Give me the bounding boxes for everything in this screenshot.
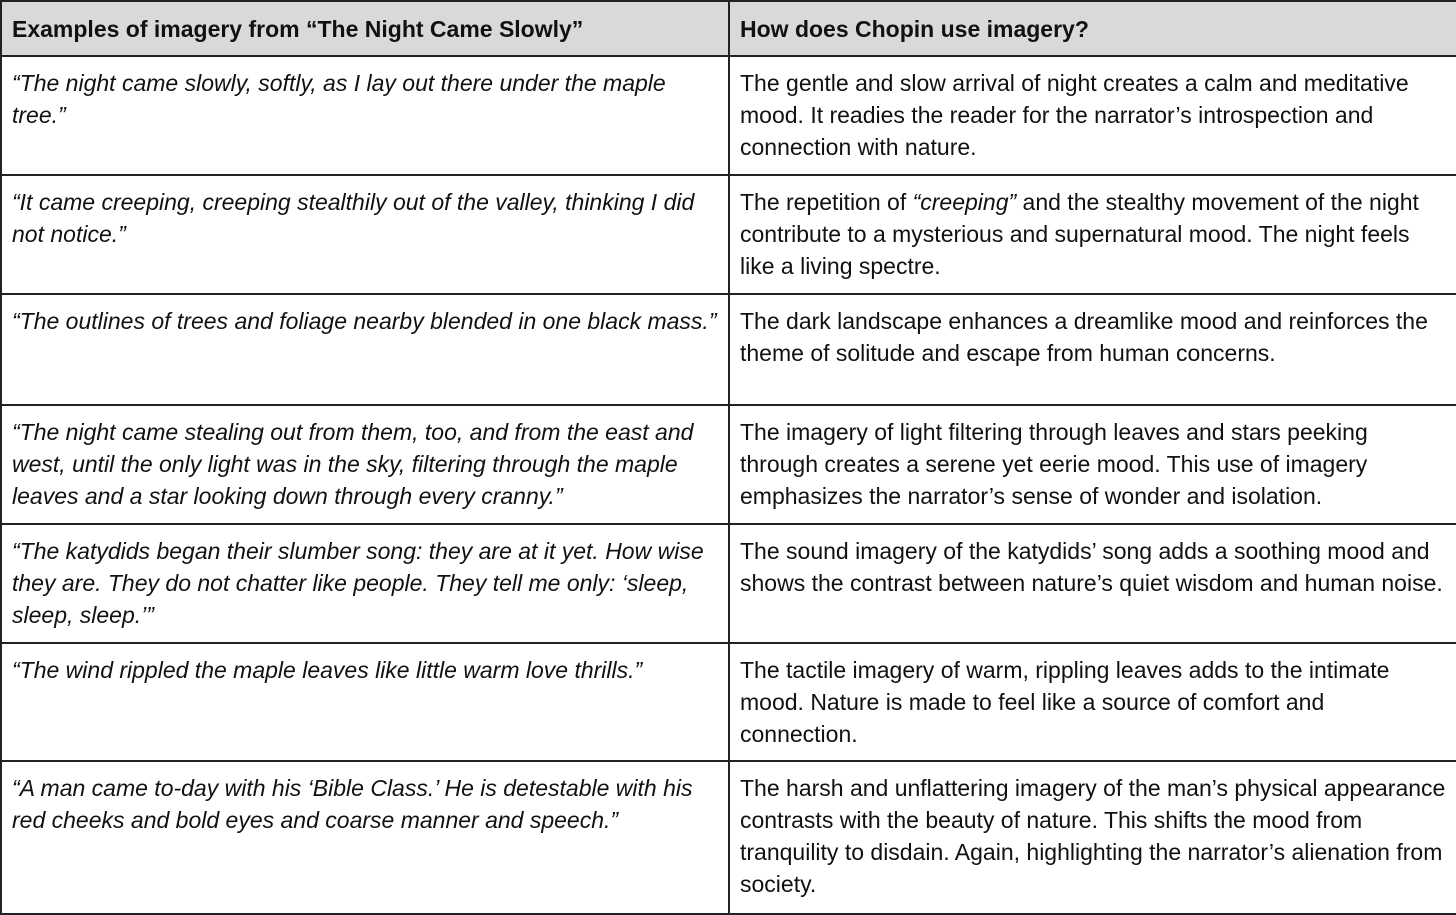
analysis-text: and the stealthy movement of the night contribute to a mysterious and supernatural mood. The night feels like a living spectre. [740, 189, 1419, 279]
analysis-cell: The gentle and slow arrival of night creates a calm and meditative mood. It readies the reader for the narrator’s introspection and connection with nature. [729, 56, 1456, 175]
table-row [1, 175, 1456, 294]
analysis-cell [729, 175, 1456, 294]
analysis-cell: The sound imagery of the katydids’ song adds a soothing mood and shows the contrast between nature’s quiet wisdom and human noise. [729, 524, 1456, 643]
table-row [1, 56, 1456, 175]
table-row [1, 643, 1456, 761]
emphasized-word: “creeping” [912, 189, 1017, 215]
column-header-examples: Examples of imagery from “The Night Came Slowly” [1, 1, 729, 56]
table-row [1, 761, 1456, 914]
analysis-cell: The dark landscape enhances a dreamlike mood and reinforces the theme of solitude and escape from human concerns. [729, 294, 1456, 405]
quote-cell: “The night came stealing out from them, too, and from the east and west, until the only light was in the sky, filtering through the maple leaves and a star looking down through every cranny.” [1, 405, 729, 524]
quote-cell: “The night came slowly, softly, as I lay out there under the maple tree.” [1, 56, 729, 175]
analysis-cell: The tactile imagery of warm, rippling leaves adds to the intimate mood. Nature is made to feel like a source of comfort and connection. [729, 643, 1456, 761]
quote-cell: “The outlines of trees and foliage nearby blended in one black mass.” [1, 294, 729, 405]
table-row [1, 524, 1456, 643]
table-row [1, 405, 1456, 524]
header-row [1, 1, 1456, 56]
quote-cell: “The katydids began their slumber song: they are at it yet. How wise they are. They do not chatter like people. They tell me only: ‘sleep, sleep, sleep.’” [1, 524, 729, 643]
column-header-analysis: How does Chopin use imagery? [729, 1, 1456, 56]
analysis-cell: The harsh and unflattering imagery of the man’s physical appearance contrasts with the beauty of nature. This shifts the mood from tranquility to disdain. Again, highlighting the narrator’s alienation from society. [729, 761, 1456, 914]
analysis-cell: The imagery of light filtering through leaves and stars peeking through creates a serene yet eerie mood. This use of imagery emphasizes the narrator’s sense of wonder and isolation. [729, 405, 1456, 524]
quote-cell: “A man came to-day with his ‘Bible Class.’ He is detestable with his red cheeks and bold eyes and coarse manner and speech.” [1, 761, 729, 914]
analysis-text: The repetition of [740, 189, 913, 215]
quote-cell: “The wind rippled the maple leaves like little warm love thrills.” [1, 643, 729, 761]
table-row [1, 294, 1456, 405]
quote-cell: “It came creeping, creeping stealthily out of the valley, thinking I did not notice.” [1, 175, 729, 294]
